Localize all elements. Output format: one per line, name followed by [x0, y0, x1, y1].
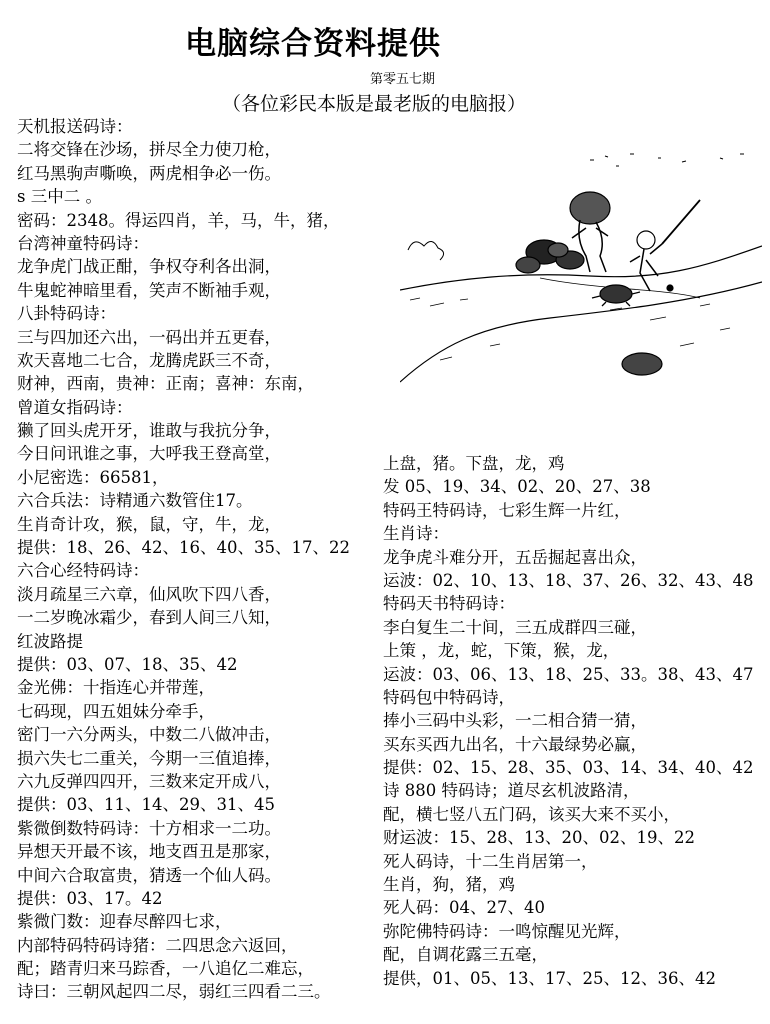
left-line: 一二岁晚冰霜少，春到人间三八知， — [17, 608, 281, 628]
left-line: 提供：03、11、14、29、31、45 — [17, 795, 275, 815]
left-line: 紫微门数：迎春尽醉四七求， — [17, 912, 232, 932]
right-line: 生肖诗： — [383, 524, 449, 544]
left-line: 异想天开最不该，地支酉丑是那家， — [17, 842, 281, 862]
left-line: 财神，西南，贵神：正南；喜神：东南， — [17, 374, 314, 394]
right-line: 龙争虎斗难分开，五岳掘起喜出众， — [383, 547, 647, 567]
turtle-race-sketch-icon — [400, 150, 762, 402]
left-line: 二将交锋在沙场，拼尽全力使刀枪， — [17, 140, 281, 160]
left-line: 提供：18、26、42、16、40、35、17、22 — [17, 538, 350, 558]
left-line: 配；踏青归来马踪香，一八追亿二难忘， — [17, 959, 314, 979]
right-line: 生肖，狗，猪，鸡 — [383, 875, 515, 895]
left-line: 内部特码特码诗猪：二四思念六返回， — [17, 935, 298, 955]
right-line: 李白复生二十间，三五成群四三碰， — [383, 617, 647, 637]
subtitle: （各位彩民本版是最老版的电脑报） — [222, 93, 527, 115]
left-line: 金光佛：十指连心并带莲， — [17, 678, 215, 698]
left-line: s 三中二 。 — [17, 187, 102, 207]
right-line: 提供：02、15、28、35、03、14、34、40、42 — [383, 758, 754, 778]
left-line: 淡月疏星三六章，仙风吹下四八香， — [17, 584, 281, 604]
left-line: 七码现，四五姐妹分牵手， — [17, 701, 215, 721]
right-line: 上策 ，龙，蛇，下策，猴，龙， — [383, 641, 620, 661]
right-line: 特码王特码诗，七彩生辉一片红， — [383, 500, 631, 520]
left-line: 生肖奇计攻，猴，鼠，守，牛，龙， — [17, 514, 281, 534]
left-line: 六九反弹四四开，三数来定开成八， — [17, 771, 281, 791]
right-line: 特码包中特码诗， — [383, 687, 515, 707]
right-column — [383, 452, 753, 990]
left-line: 曾道女指码诗： — [17, 397, 133, 417]
left-line: 小尼密选：66581， — [17, 467, 169, 487]
right-line: 死人码诗，十二生肖居第一， — [383, 851, 598, 871]
right-line: 捧小三码中头彩，一二相合猜一猜， — [383, 711, 647, 731]
left-line: 天机报送码诗： — [17, 117, 133, 136]
left-line: 提供：03、17。42 — [17, 888, 163, 908]
issue-number: 第零五七期 — [370, 72, 436, 87]
left-line: 今日问讯谁之事，大呼我王登高堂， — [17, 444, 281, 464]
left-line: 台湾神童特码诗： — [17, 233, 149, 253]
left-line: 中间六合取富贵，猜透一个仙人码。 — [17, 865, 281, 885]
right-line: 提供，01、05、13、17、25、12、36、42 — [383, 968, 716, 988]
right-line: 运波：03、06、13、18、25、33。38、43、47 — [383, 664, 754, 684]
left-line: 红波路提 — [17, 631, 83, 651]
left-line: 密门一六分两头，中数二八做冲击， — [17, 725, 281, 745]
left-line: 六合心经特码诗： — [17, 561, 149, 581]
left-line: 牛鬼蛇神暗里看，笑声不断袖手观， — [17, 280, 281, 300]
page-title: 电脑综合资料提供 — [185, 26, 441, 62]
left-line: 六合兵法：诗精通六数管住17。 — [17, 491, 253, 511]
right-line: 弥陀佛特码诗：一鸣惊醒见光辉， — [383, 921, 631, 941]
left-line: 獭了回头虎开牙，谁敢与我抗分争， — [17, 421, 281, 441]
right-line: 财运波：15、28、13、20、02、19、22 — [383, 828, 695, 848]
left-line: 龙争虎门战正酣，争权夺利各出洞， — [17, 257, 281, 277]
left-line: 欢天喜地二七合，龙腾虎跃三不奇， — [17, 350, 281, 370]
left-line: 损六失七二重关，今期一三值追捧， — [17, 748, 281, 768]
right-line: 诗 880 特码诗；道尽玄机波路清， — [383, 781, 640, 801]
right-line: 上盘，猪。下盘，龙，鸡 — [383, 454, 565, 473]
left-line: 诗曰：三朝风起四二尽，弱红三四看二三。 — [17, 982, 331, 1002]
left-line: 红马黑驹声嘶唤，两虎相争必一伤。 — [17, 163, 281, 183]
left-line: 八卦特码诗： — [17, 304, 116, 324]
right-line: 发 05、19、34、02、20、27、38 — [383, 477, 651, 497]
right-line: 买东买西九出名，十六最绿势必赢， — [383, 734, 647, 754]
right-line: 死人码：04、27、40 — [383, 898, 545, 918]
left-line: 提供：03、07、18、35、42 — [17, 654, 238, 674]
right-line: 运波：02、10、13、18、37、26、32、43、48 — [383, 570, 754, 590]
right-line: 配，横七竖八五门码，该买大来不买小， — [383, 804, 680, 824]
left-line: 紫微倒数特码诗：十方相求一二功。 — [17, 818, 281, 838]
right-line: 配，自调花露三五毫， — [383, 945, 548, 965]
right-line: 特码天书特码诗： — [383, 594, 515, 614]
left-line: 三与四加还六出，一码出并五更春， — [17, 327, 281, 347]
left-line: 密码：2348。得运四肖，羊，马，牛，猪， — [17, 210, 340, 230]
left-column — [17, 115, 350, 1004]
